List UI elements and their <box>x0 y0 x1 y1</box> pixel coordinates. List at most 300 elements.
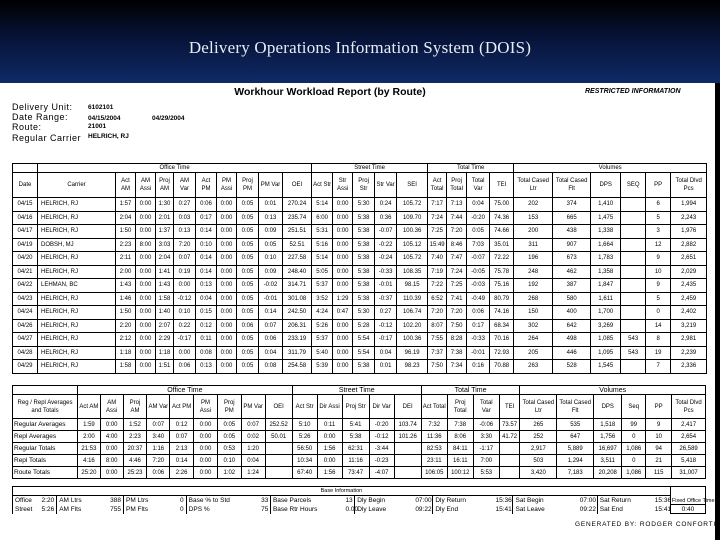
value-cell: 25:23 <box>123 467 147 479</box>
value-cell: 7:20 <box>447 225 467 239</box>
value-cell: 0:00 <box>194 431 218 443</box>
value-cell: 3,269 <box>591 319 621 333</box>
value-cell: 264 <box>514 333 553 347</box>
value-cell <box>621 306 646 320</box>
value-cell <box>621 238 646 252</box>
base-field-label: PM Flts <box>123 505 179 514</box>
column-header: Total Cased Flt <box>553 173 591 198</box>
value-cell: 1:56 <box>317 467 342 479</box>
carrier-cell: DOBSH, MJ <box>38 238 116 252</box>
date-cell: 04/29 <box>13 360 38 374</box>
value-cell: 70.88 <box>490 360 514 374</box>
value-cell: 0:14 <box>170 455 194 467</box>
value-cell: 5:37 <box>312 333 333 347</box>
value-cell: 0:00 <box>136 333 156 347</box>
column-header: Total Cased Ltr <box>514 173 553 198</box>
value-cell: 0:05 <box>237 360 259 374</box>
value-cell: 72.22 <box>490 252 514 266</box>
value-cell: 192 <box>514 279 553 293</box>
value-cell: 7:40 <box>428 252 447 266</box>
value-cell: 5 <box>646 211 671 225</box>
value-cell: 5:54 <box>353 346 375 360</box>
value-cell: 1,294 <box>557 455 594 467</box>
value-cell: 1,095 <box>591 346 621 360</box>
value-cell: -0:20 <box>369 419 394 431</box>
value-cell: 20:37 <box>123 443 147 455</box>
value-cell: 7 <box>646 360 671 374</box>
regular-carrier-value: HELRICH, RJ <box>88 133 129 140</box>
date-range-label: Date Range: <box>12 112 69 122</box>
value-cell: 0:04 <box>241 455 265 467</box>
value-cell: -3:44 <box>369 443 394 455</box>
value-cell: -0:01 <box>467 346 490 360</box>
value-cell: 5:10 <box>292 419 317 431</box>
delivery-unit-label: Delivery Unit: <box>12 102 73 112</box>
right-edge-bar <box>715 83 720 540</box>
value-cell: 5:30 <box>353 198 375 212</box>
value-cell: -0:01 <box>375 279 397 293</box>
column-header: Act AM <box>116 173 136 198</box>
base-field-value: 09:22 <box>579 505 597 513</box>
value-cell: 311 <box>514 238 553 252</box>
value-cell: 2,417 <box>672 419 706 431</box>
value-cell: 0:00 <box>217 333 237 347</box>
value-cell: 0:11 <box>196 333 217 347</box>
table-row <box>13 333 707 347</box>
route-value: 21001 <box>88 123 107 130</box>
value-cell: 0:01 <box>375 360 397 374</box>
row-label: Repl Averages <box>13 431 78 443</box>
value-cell: 0:10 <box>217 455 241 467</box>
value-cell: 0:00 <box>217 238 237 252</box>
group-office-time: Office Time <box>38 164 312 173</box>
base-field-label: DPS % <box>186 505 260 514</box>
value-cell: 0:22 <box>174 319 196 333</box>
table-row <box>13 238 707 252</box>
value-cell: 1,783 <box>591 252 621 266</box>
value-cell: -0:24 <box>375 252 397 266</box>
column-header: Act PM <box>196 173 217 198</box>
value-cell: 8:06 <box>447 431 473 443</box>
value-cell: 1:40 <box>156 306 174 320</box>
value-cell: 0:24 <box>375 198 397 212</box>
carrier-cell: HELRICH, RJ <box>38 333 116 347</box>
table-row <box>13 211 707 225</box>
value-cell: 109.70 <box>397 211 428 225</box>
summary-row <box>13 455 706 467</box>
value-cell: 0:06 <box>237 319 259 333</box>
value-cell: 0:00 <box>174 346 196 360</box>
value-cell: 0:07 <box>174 252 196 266</box>
value-cell: 7:13 <box>447 198 467 212</box>
base-field-label: AM Ltrs <box>57 496 106 505</box>
value-cell: 10:34 <box>292 455 317 467</box>
value-cell: 0:00 <box>100 467 123 479</box>
value-cell: 5:38 <box>353 292 375 306</box>
value-cell: 0 <box>622 431 646 443</box>
column-header: OEI <box>265 395 292 419</box>
value-cell: 1,518 <box>594 419 622 431</box>
value-cell: 7:50 <box>447 319 467 333</box>
table-row <box>13 346 707 360</box>
value-cell: 2,029 <box>671 265 707 279</box>
value-cell: 0:00 <box>217 306 237 320</box>
value-cell: 0:05 <box>237 225 259 239</box>
base-field-label: Base Parcels <box>270 496 344 505</box>
value-cell: 1:56 <box>317 443 342 455</box>
value-cell: 52.51 <box>283 238 312 252</box>
value-cell: 1:57 <box>116 198 136 212</box>
column-header: PM Assi <box>194 395 218 419</box>
base-field-value: 15:36 <box>654 496 672 504</box>
base-field-label: Base % to Std <box>186 496 260 505</box>
value-cell <box>621 292 646 306</box>
value-cell: 7:20 <box>147 455 170 467</box>
value-cell: 1:43 <box>156 279 174 293</box>
value-cell: 665 <box>553 211 591 225</box>
base-field-value: 0 <box>180 505 184 513</box>
table-row <box>13 360 707 374</box>
value-cell: 1:02 <box>217 467 241 479</box>
summary-row <box>13 443 706 455</box>
value-cell: 543 <box>621 346 646 360</box>
value-cell: 7:25 <box>447 279 467 293</box>
value-cell: 0:13 <box>174 225 196 239</box>
value-cell: 0:00 <box>333 279 353 293</box>
value-cell: 0:05 <box>237 211 259 225</box>
app-banner <box>0 0 720 83</box>
value-cell: 0:00 <box>217 279 237 293</box>
table-row <box>13 252 707 266</box>
value-cell: 0:10 <box>174 306 196 320</box>
value-cell: 8:28 <box>447 333 467 347</box>
value-cell: 227.58 <box>283 252 312 266</box>
column-header: Act Str <box>312 173 333 198</box>
value-cell: 2:04 <box>116 211 136 225</box>
fixed-office-time-label: Fixed Office Time <box>670 487 705 505</box>
column-header: Proj Str <box>342 395 369 419</box>
date-cell: 04/26 <box>13 319 38 333</box>
value-cell: 21 <box>646 455 672 467</box>
carrier-cell: HELRICH, RJ <box>38 360 116 374</box>
column-header: DPS <box>591 173 621 198</box>
value-cell: 1:58 <box>156 292 174 306</box>
value-cell: 11:16 <box>342 455 369 467</box>
value-cell: 6:00 <box>312 211 333 225</box>
value-cell <box>499 443 520 455</box>
value-cell: 543 <box>621 333 646 347</box>
column-header: AM Var <box>147 395 170 419</box>
value-cell: 98.15 <box>397 279 428 293</box>
value-cell: 2:23 <box>123 431 147 443</box>
value-cell: 0:05 <box>467 225 490 239</box>
value-cell: 2,239 <box>671 346 707 360</box>
value-cell: 0:00 <box>217 252 237 266</box>
value-cell: 84:11 <box>447 443 473 455</box>
value-cell: 0:00 <box>136 292 156 306</box>
value-cell: 3,511 <box>594 455 622 467</box>
value-cell: 8:46 <box>447 238 467 252</box>
base-field-label: Sat Leave <box>513 505 579 514</box>
value-cell: 0:07 <box>241 419 265 431</box>
value-cell: 196 <box>514 252 553 266</box>
value-cell: 642 <box>553 319 591 333</box>
value-cell: 0:00 <box>136 306 156 320</box>
value-cell: 5:38 <box>353 265 375 279</box>
value-cell: 9 <box>646 279 671 293</box>
value-cell: 2,882 <box>671 238 707 252</box>
value-cell: 251.51 <box>283 225 312 239</box>
value-cell: 2:07 <box>156 319 174 333</box>
value-cell: 0:00 <box>217 360 237 374</box>
column-header: Date <box>13 173 38 198</box>
value-cell: 7:00 <box>473 455 499 467</box>
value-cell: 5:38 <box>353 279 375 293</box>
value-cell: 80.79 <box>490 292 514 306</box>
value-cell: 1:50 <box>116 225 136 239</box>
value-cell: 8 <box>646 333 671 347</box>
column-header: Str Assi <box>333 173 353 198</box>
value-cell: 0:00 <box>317 431 342 443</box>
value-cell: 1,611 <box>591 292 621 306</box>
value-cell: 0:00 <box>136 360 156 374</box>
value-cell: 0:00 <box>217 198 237 212</box>
row-label: Repl Totals <box>13 455 78 467</box>
summary-row <box>13 419 706 431</box>
value-cell: 6 <box>646 198 671 212</box>
value-cell: 3:40 <box>147 431 170 443</box>
value-cell <box>621 225 646 239</box>
value-cell: 3,219 <box>671 319 707 333</box>
value-cell: -0:17 <box>174 333 196 347</box>
value-cell: -0:17 <box>375 333 397 347</box>
value-cell: 1,410 <box>591 198 621 212</box>
value-cell: 0:06 <box>147 467 170 479</box>
column-header: Total Var <box>467 173 490 198</box>
value-cell: 10 <box>646 265 671 279</box>
value-cell: 0:05 <box>217 431 241 443</box>
value-cell: 268 <box>514 292 553 306</box>
base-field-value: 07:00 <box>579 496 597 504</box>
value-cell: 7:47 <box>447 252 467 266</box>
value-cell: 100:12 <box>447 467 473 479</box>
column-header: Act Total <box>428 173 447 198</box>
date-to-value: 04/29/2004 <box>152 115 185 122</box>
value-cell: -0:20 <box>467 211 490 225</box>
base-field-label: Dly End <box>433 505 495 514</box>
value-cell: 5:38 <box>353 225 375 239</box>
base-field-label: Dly Begin <box>355 496 415 505</box>
value-cell: 0:05 <box>259 238 283 252</box>
value-cell: 0:00 <box>217 211 237 225</box>
value-cell: 0:02 <box>241 431 265 443</box>
date-from-value: 04/15/2004 <box>88 115 121 122</box>
value-cell: 7:17 <box>428 198 447 212</box>
value-cell: 0:00 <box>136 346 156 360</box>
value-cell: 2,435 <box>671 279 707 293</box>
value-cell: 0:17 <box>196 211 217 225</box>
value-cell: 5:05 <box>312 265 333 279</box>
generated-by: GENERATED BY: RODGER CONFORTI <box>575 521 717 528</box>
value-cell: -0:12 <box>369 431 394 443</box>
value-cell: 2,402 <box>671 306 707 320</box>
value-cell: 108.35 <box>397 265 428 279</box>
value-cell: 0:00 <box>333 333 353 347</box>
value-cell: 0:08 <box>259 360 283 374</box>
base-field-label: Sat End <box>597 505 654 514</box>
value-cell: -0:37 <box>375 292 397 306</box>
value-cell: 2:00 <box>78 431 101 443</box>
value-cell: 3,420 <box>520 467 557 479</box>
value-cell: 0:03 <box>174 211 196 225</box>
column-header: AM Assi <box>100 395 123 419</box>
column-header: PM Var <box>259 173 283 198</box>
value-cell: 20,208 <box>594 467 622 479</box>
value-cell: 5,418 <box>672 455 706 467</box>
value-cell: 74.36 <box>490 211 514 225</box>
column-header: PP <box>646 173 671 198</box>
group-office-time: Office Time <box>78 386 293 395</box>
value-cell: 0:00 <box>136 319 156 333</box>
value-cell <box>621 319 646 333</box>
carrier-cell: HELRICH, RJ <box>38 265 116 279</box>
value-cell: 0:00 <box>174 279 196 293</box>
value-cell: 5:53 <box>473 467 499 479</box>
value-cell: 70.16 <box>490 333 514 347</box>
value-cell: 205 <box>514 346 553 360</box>
value-cell: 7:22 <box>428 279 447 293</box>
value-cell: 7:03 <box>467 238 490 252</box>
value-cell: 0:00 <box>317 455 342 467</box>
value-cell: 7:24 <box>447 265 467 279</box>
row-label: Regular Averages <box>13 419 78 431</box>
value-cell: 1:16 <box>147 443 170 455</box>
value-cell: 3:52 <box>312 292 333 306</box>
value-cell: 0:00 <box>333 319 353 333</box>
value-cell: 105.12 <box>397 238 428 252</box>
value-cell: 4:00 <box>100 431 123 443</box>
value-cell: 102.20 <box>397 319 428 333</box>
value-cell: 0:00 <box>333 225 353 239</box>
value-cell: 15:49 <box>428 238 447 252</box>
base-field-label: Sat Begin <box>513 496 579 505</box>
value-cell: 2:11 <box>116 252 136 266</box>
value-cell: 0:13 <box>196 360 217 374</box>
value-cell: 248.40 <box>283 265 312 279</box>
value-cell: 1:24 <box>241 467 265 479</box>
base-field-value: 15:41 <box>654 505 672 513</box>
value-cell: 26,589 <box>672 443 706 455</box>
column-header: Total Cased Flt <box>557 395 594 419</box>
restricted-label: RESTRICTED INFORMATION <box>585 88 681 95</box>
base-field-value: 5:26 <box>41 505 55 513</box>
group-street-time: Street Time <box>312 164 428 173</box>
value-cell <box>265 443 292 455</box>
value-cell: 0:14 <box>196 265 217 279</box>
value-cell: 2:26 <box>170 467 194 479</box>
value-cell <box>265 455 292 467</box>
value-cell: 4:16 <box>78 455 101 467</box>
column-header: Total Dlvd Pcs <box>671 173 707 198</box>
value-cell: 56:50 <box>292 443 317 455</box>
value-cell: 106.74 <box>397 306 428 320</box>
base-field-label: Street <box>13 505 40 514</box>
value-cell <box>621 360 646 374</box>
carrier-cell: HELRICH, RJ <box>38 346 116 360</box>
column-header: SEI <box>397 173 428 198</box>
value-cell: 0:00 <box>333 211 353 225</box>
value-cell: 438 <box>553 225 591 239</box>
base-field-label: PM Ltrs <box>123 496 179 505</box>
value-cell: 0:00 <box>333 252 353 266</box>
value-cell: 3:03 <box>156 238 174 252</box>
value-cell <box>621 279 646 293</box>
fixed-office-time-value: 0:40 <box>670 505 705 514</box>
value-cell: 31,007 <box>672 467 706 479</box>
value-cell: 0:01 <box>259 198 283 212</box>
value-cell: 1,994 <box>671 198 707 212</box>
value-cell: 0:00 <box>217 346 237 360</box>
value-cell: 98.23 <box>397 360 428 374</box>
value-cell <box>499 455 520 467</box>
value-cell: 270.24 <box>283 198 312 212</box>
value-cell: 647 <box>557 431 594 443</box>
value-cell: 5:39 <box>312 360 333 374</box>
value-cell: 1,086 <box>622 443 646 455</box>
base-field-value: 2:20 <box>41 496 55 504</box>
base-field-label: Dly Leave <box>355 505 415 514</box>
value-cell: 73:47 <box>342 467 369 479</box>
value-cell: 74.16 <box>490 306 514 320</box>
value-cell: 3:30 <box>473 431 499 443</box>
value-cell: 1:51 <box>156 360 174 374</box>
base-field-value: 0 <box>180 496 184 504</box>
value-cell: 0:04 <box>259 346 283 360</box>
value-cell: 75.78 <box>490 265 514 279</box>
value-cell: 0:04 <box>375 346 397 360</box>
value-cell: 5:38 <box>342 431 369 443</box>
value-cell: 202 <box>514 198 553 212</box>
value-cell: 8:00 <box>100 455 123 467</box>
value-cell: 103.74 <box>394 419 421 431</box>
value-cell: 94 <box>646 443 672 455</box>
value-cell <box>621 198 646 212</box>
value-cell: 0:08 <box>196 346 217 360</box>
column-header: Proj PM <box>237 173 259 198</box>
value-cell: 19 <box>646 346 671 360</box>
value-cell: 0:13 <box>259 211 283 225</box>
value-cell: 5:30 <box>353 306 375 320</box>
regular-carrier-label: Regular Carrier <box>12 133 82 143</box>
value-cell: 0:14 <box>196 225 217 239</box>
date-cell: 04/20 <box>13 252 38 266</box>
column-header: Proj Str <box>353 173 375 198</box>
value-cell: 0:00 <box>333 198 353 212</box>
value-cell: 0:00 <box>217 319 237 333</box>
column-header: Reg / Repl Averages and Totals <box>13 395 78 419</box>
value-cell <box>265 467 292 479</box>
value-cell: 0:27 <box>375 306 397 320</box>
date-cell: 04/15 <box>13 198 38 212</box>
value-cell: 101.26 <box>394 431 421 443</box>
base-information-title: Base Information <box>13 487 671 496</box>
value-cell: 0:05 <box>237 265 259 279</box>
value-cell: 311.79 <box>283 346 312 360</box>
value-cell: 1:50 <box>116 306 136 320</box>
value-cell <box>621 265 646 279</box>
value-cell: 0:06 <box>196 198 217 212</box>
table-row <box>13 279 707 293</box>
